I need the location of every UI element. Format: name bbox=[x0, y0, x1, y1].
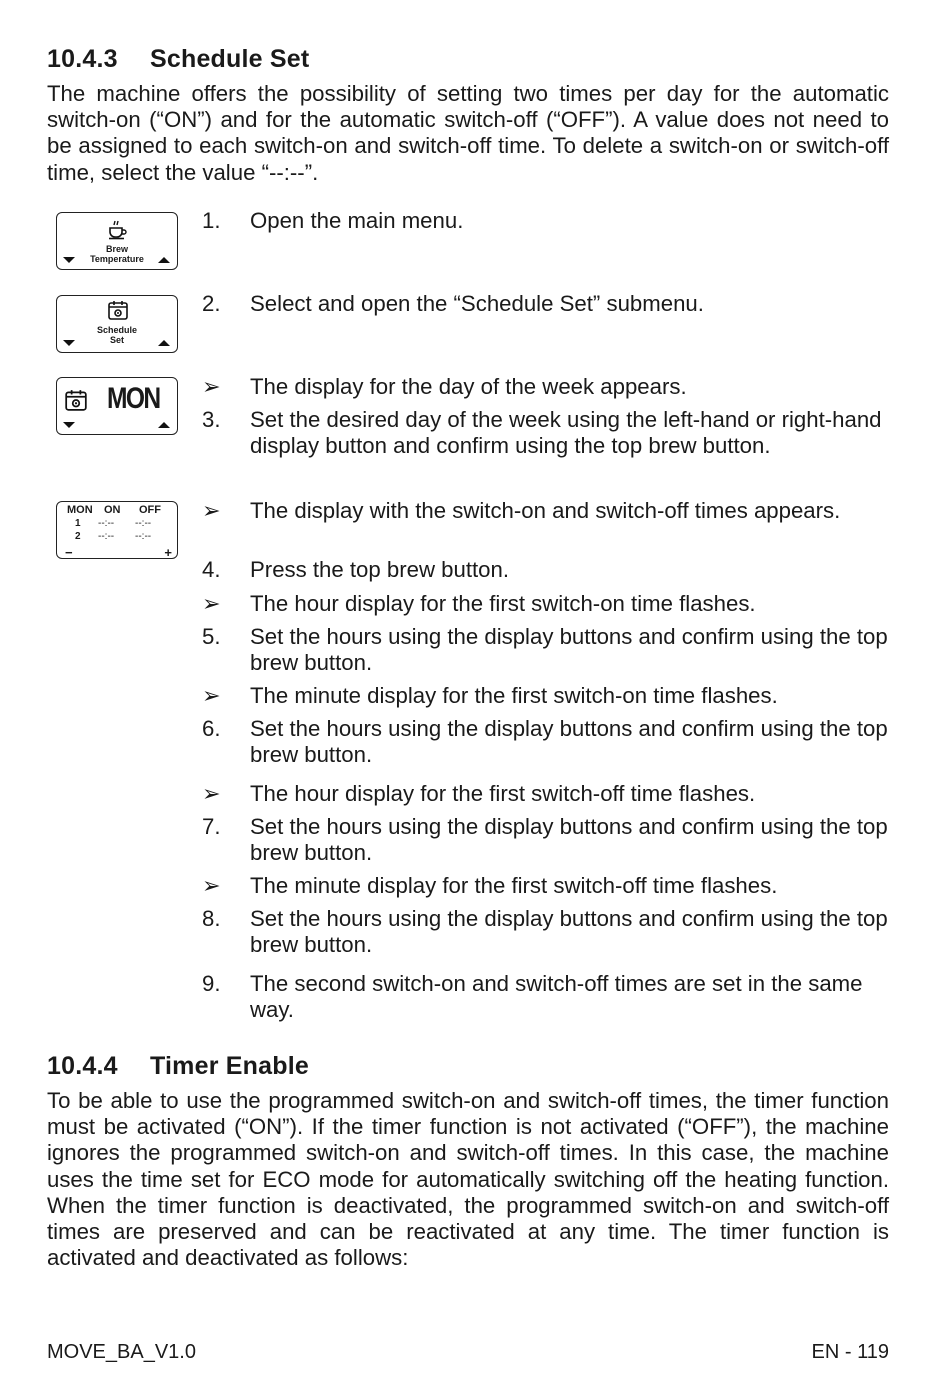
right-arrow-icon bbox=[158, 422, 170, 428]
list-item: 6. Set the hours using the display buttons and confirm using the top brew button. bbox=[202, 716, 888, 767]
calendar-gear-icon bbox=[107, 299, 129, 321]
display-day-of-week bbox=[56, 377, 178, 435]
section-heading-timer-enable: 10.4.4 Timer Enable bbox=[47, 1052, 309, 1080]
list-item: ➢ The hour display for the first switch-on time flashes. bbox=[202, 591, 756, 616]
display-label: Schedule Set bbox=[96, 325, 137, 345]
display-schedule-set bbox=[56, 295, 178, 353]
list-item: 4. Press the top brew button. bbox=[202, 557, 510, 582]
right-arrow-icon bbox=[158, 257, 170, 263]
timer-enable-body: To be able to use the programmed switch-on and switch-off times, the timer function must be activated (“ON”). If the timer function is not activated (“OFF”), the machine ignores the programmed switch-on and switch-off times. In this case, the machine uses the time set for ECO mode for automatically switching off the heating function. When the timer function is deactivated, the programmed switch-on and switch-off times are preserved and can be reactivated at any time. The timer function is activated and deactivated as follows: bbox=[47, 1088, 889, 1271]
list-item: ➢ The hour display for the first switch-off time flashes. bbox=[202, 781, 756, 806]
day-readout: MON bbox=[107, 382, 160, 415]
display-on-off-times: MON ON OFF 1 --:-- --:-- 2 --:-- --:-- − + bbox=[56, 501, 178, 559]
left-arrow-icon bbox=[63, 257, 75, 263]
section-heading-schedule-set: 10.4.3 Schedule Set bbox=[47, 45, 310, 73]
display-label: Brew Temperature bbox=[90, 244, 144, 264]
list-item: 7. Set the hours using the display buttons and confirm using the top brew button. bbox=[202, 814, 888, 865]
footer-doc-id: MOVE_BA_V1.0 bbox=[47, 1341, 196, 1363]
left-arrow-icon bbox=[63, 422, 75, 428]
display-brew-temperature bbox=[56, 212, 178, 270]
list-item: ➢ The minute display for the first switch-off time flashes. bbox=[202, 873, 778, 898]
list-item: ➢ The display with the switch-on and switch-off times appears. bbox=[202, 498, 841, 523]
list-item: 9. The second switch-on and switch-off times are set in the same way. bbox=[202, 971, 863, 1022]
list-item: 1. Open the main menu. bbox=[202, 208, 464, 233]
schedule-set-intro: The machine offers the possibility of setting two times per day for the automatic switch-on (“ON”) and for the automatic switch-off (“OFF”). A value does not need to be assigned to each switch-on and switch-off time. To delete a switch-on or switch-off time, select the value “--:--”. bbox=[47, 81, 889, 185]
plus-icon: + bbox=[164, 545, 172, 560]
left-arrow-icon bbox=[63, 340, 75, 346]
calendar-gear-icon bbox=[64, 388, 88, 412]
list-item: ➢ The minute display for the first switch-on time flashes. bbox=[202, 683, 778, 708]
list-item: 8. Set the hours using the display buttons and confirm using the top brew button. bbox=[202, 906, 888, 957]
list-item: ➢ The display for the day of the week appears. bbox=[202, 374, 687, 399]
list-item: 5. Set the hours using the display buttons and confirm using the top brew button. bbox=[202, 624, 888, 675]
footer-page-number: EN - 119 bbox=[811, 1341, 889, 1363]
cup-icon bbox=[106, 217, 130, 241]
list-item: 3. Set the desired day of the week using the left-hand or right-hand display button and confirm using the top brew button. bbox=[202, 407, 882, 458]
list-item: 2. Select and open the “Schedule Set” submenu. bbox=[202, 291, 704, 316]
minus-icon: − bbox=[65, 545, 73, 560]
right-arrow-icon bbox=[158, 340, 170, 346]
